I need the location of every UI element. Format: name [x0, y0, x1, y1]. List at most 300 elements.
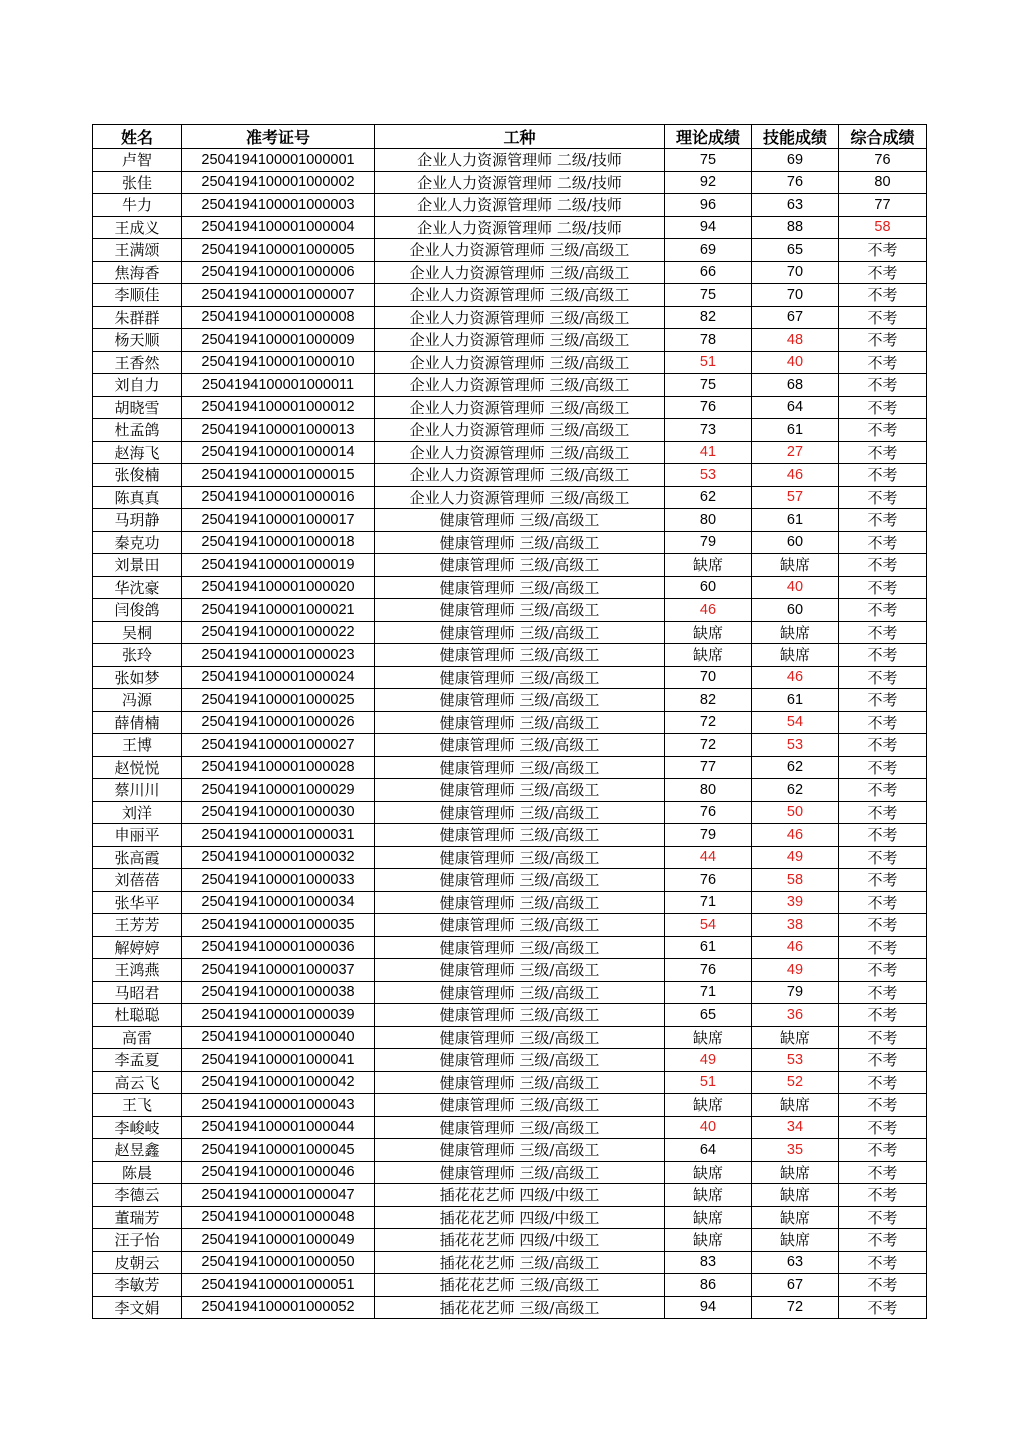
theory-score-cell: 缺席: [665, 1161, 752, 1184]
exam-id-cell: 2504194100001000014: [182, 441, 375, 464]
total-score-cell: 不考: [839, 846, 927, 869]
exam-id-cell: 2504194100001000046: [182, 1161, 375, 1184]
theory-score-cell: 92: [665, 171, 752, 194]
name-cell: 张高霞: [93, 846, 182, 869]
exam-id-cell: 2504194100001000051: [182, 1274, 375, 1297]
name-cell: 刘洋: [93, 801, 182, 824]
theory-score-cell: 71: [665, 891, 752, 914]
skill-score-cell: 46: [752, 464, 839, 487]
skill-score-cell: 64: [752, 396, 839, 419]
total-score-cell: 不考: [839, 869, 927, 892]
job-type-cell: 健康管理师 三级/高级工: [375, 621, 665, 644]
theory-score-cell: 96: [665, 194, 752, 217]
skill-score-cell: 38: [752, 914, 839, 937]
theory-score-cell: 65: [665, 1004, 752, 1027]
skill-score-cell: 79: [752, 981, 839, 1004]
job-type-cell: 插花花艺师 三级/高级工: [375, 1274, 665, 1297]
name-cell: 杨天顺: [93, 329, 182, 352]
table-row: [93, 1026, 927, 1049]
table-row: [93, 351, 927, 374]
exam-id-cell: 2504194100001000018: [182, 531, 375, 554]
total-score-cell: 不考: [839, 734, 927, 757]
skill-score-cell: 缺席: [752, 644, 839, 667]
exam-id-cell: 2504194100001000013: [182, 419, 375, 442]
table-row: [93, 846, 927, 869]
job-type-cell: 健康管理师 三级/高级工: [375, 1094, 665, 1117]
theory-score-cell: 54: [665, 914, 752, 937]
theory-score-cell: 94: [665, 1296, 752, 1319]
total-score-cell: 不考: [839, 441, 927, 464]
skill-score-cell: 缺席: [752, 1184, 839, 1207]
exam-id-cell: 2504194100001000030: [182, 801, 375, 824]
name-cell: 闫俊鸽: [93, 599, 182, 622]
skill-score-cell: 58: [752, 869, 839, 892]
skill-score-cell: 63: [752, 194, 839, 217]
total-score-cell: 80: [839, 171, 927, 194]
table-row: [93, 689, 927, 712]
table-row: [93, 711, 927, 734]
table-row: [93, 1184, 927, 1207]
name-cell: 高雷: [93, 1026, 182, 1049]
total-score-cell: 不考: [839, 486, 927, 509]
exam-id-cell: 2504194100001000027: [182, 734, 375, 757]
total-score-cell: 不考: [839, 576, 927, 599]
total-score-cell: 不考: [839, 1274, 927, 1297]
exam-id-cell: 2504194100001000050: [182, 1251, 375, 1274]
theory-score-cell: 70: [665, 666, 752, 689]
skill-score-cell: 缺席: [752, 554, 839, 577]
total-score-cell: 不考: [839, 554, 927, 577]
total-score-cell: 76: [839, 149, 927, 172]
exam-id-cell: 2504194100001000038: [182, 981, 375, 1004]
name-cell: 杜孟鸽: [93, 419, 182, 442]
total-score-cell: 不考: [839, 1139, 927, 1162]
name-cell: 牛力: [93, 194, 182, 217]
theory-score-cell: 缺席: [665, 1094, 752, 1117]
total-score-cell: 不考: [839, 1251, 927, 1274]
name-cell: 李敏芳: [93, 1274, 182, 1297]
theory-score-cell: 缺席: [665, 1026, 752, 1049]
total-score-cell: 不考: [839, 374, 927, 397]
name-cell: 李孟夏: [93, 1049, 182, 1072]
skill-score-cell: 61: [752, 419, 839, 442]
name-cell: 张俊楠: [93, 464, 182, 487]
exam-id-cell: 2504194100001000043: [182, 1094, 375, 1117]
theory-score-cell: 69: [665, 239, 752, 262]
exam-id-cell: 2504194100001000026: [182, 711, 375, 734]
table-row: [93, 284, 927, 307]
theory-score-cell: 75: [665, 149, 752, 172]
theory-score-cell: 71: [665, 981, 752, 1004]
job-type-cell: 企业人力资源管理师 三级/高级工: [375, 419, 665, 442]
table-row: [93, 756, 927, 779]
name-cell: 蔡川川: [93, 779, 182, 802]
table-row: [93, 576, 927, 599]
name-cell: 焦海香: [93, 261, 182, 284]
skill-score-cell: 40: [752, 576, 839, 599]
table-row: [93, 1116, 927, 1139]
table-row: [93, 981, 927, 1004]
name-cell: 李德云: [93, 1184, 182, 1207]
job-type-cell: 健康管理师 三级/高级工: [375, 1026, 665, 1049]
job-type-cell: 健康管理师 三级/高级工: [375, 689, 665, 712]
table-row: [93, 1004, 927, 1027]
total-score-cell: 不考: [839, 1296, 927, 1319]
total-score-cell: 不考: [839, 329, 927, 352]
job-type-cell: 企业人力资源管理师 三级/高级工: [375, 306, 665, 329]
job-type-cell: 健康管理师 三级/高级工: [375, 936, 665, 959]
exam-id-cell: 2504194100001000019: [182, 554, 375, 577]
theory-score-cell: 78: [665, 329, 752, 352]
job-type-cell: 健康管理师 三级/高级工: [375, 734, 665, 757]
table-row: [93, 1251, 927, 1274]
exam-id-cell: 2504194100001000048: [182, 1206, 375, 1229]
name-cell: 李文娟: [93, 1296, 182, 1319]
job-type-cell: 健康管理师 三级/高级工: [375, 1049, 665, 1072]
theory-score-cell: 40: [665, 1116, 752, 1139]
theory-score-cell: 49: [665, 1049, 752, 1072]
exam-id-cell: 2504194100001000044: [182, 1116, 375, 1139]
skill-score-cell: 60: [752, 531, 839, 554]
exam-id-cell: 2504194100001000016: [182, 486, 375, 509]
job-type-cell: 健康管理师 三级/高级工: [375, 644, 665, 667]
name-cell: 赵悦悦: [93, 756, 182, 779]
table-row: [93, 1094, 927, 1117]
total-score-cell: 不考: [839, 239, 927, 262]
skill-score-cell: 39: [752, 891, 839, 914]
theory-score-cell: 44: [665, 846, 752, 869]
table-row: [93, 801, 927, 824]
table-row: [93, 914, 927, 937]
job-type-cell: 健康管理师 三级/高级工: [375, 869, 665, 892]
total-score-cell: 不考: [839, 599, 927, 622]
table-row: [93, 621, 927, 644]
total-score-cell: 不考: [839, 936, 927, 959]
table-row: [93, 149, 927, 172]
table-row: [93, 1049, 927, 1072]
theory-score-cell: 77: [665, 756, 752, 779]
name-cell: 王成义: [93, 216, 182, 239]
header-exam-id: 准考证号: [182, 125, 375, 149]
table-row: [93, 194, 927, 217]
table-row: [93, 824, 927, 847]
table-row: [93, 1206, 927, 1229]
name-cell: 薛倩楠: [93, 711, 182, 734]
skill-score-cell: 61: [752, 689, 839, 712]
job-type-cell: 健康管理师 三级/高级工: [375, 599, 665, 622]
job-type-cell: 健康管理师 三级/高级工: [375, 959, 665, 982]
name-cell: 杜聪聪: [93, 1004, 182, 1027]
skill-score-cell: 62: [752, 756, 839, 779]
exam-id-cell: 2504194100001000035: [182, 914, 375, 937]
table-row: [93, 869, 927, 892]
skill-score-cell: 35: [752, 1139, 839, 1162]
table-row: [93, 1296, 927, 1319]
total-score-cell: 不考: [839, 756, 927, 779]
theory-score-cell: 41: [665, 441, 752, 464]
total-score-cell: 不考: [839, 644, 927, 667]
name-cell: 陈真真: [93, 486, 182, 509]
header-total-score: 综合成绩: [839, 125, 927, 149]
skill-score-cell: 70: [752, 284, 839, 307]
job-type-cell: 健康管理师 三级/高级工: [375, 711, 665, 734]
exam-id-cell: 2504194100001000004: [182, 216, 375, 239]
table-body: [93, 149, 927, 1319]
skill-score-cell: 57: [752, 486, 839, 509]
table-row: [93, 239, 927, 262]
exam-id-cell: 2504194100001000047: [182, 1184, 375, 1207]
exam-id-cell: 2504194100001000001: [182, 149, 375, 172]
total-score-cell: 不考: [839, 959, 927, 982]
skill-score-cell: 46: [752, 666, 839, 689]
theory-score-cell: 51: [665, 351, 752, 374]
job-type-cell: 健康管理师 三级/高级工: [375, 666, 665, 689]
exam-id-cell: 2504194100001000010: [182, 351, 375, 374]
theory-score-cell: 76: [665, 869, 752, 892]
total-score-cell: 不考: [839, 1206, 927, 1229]
total-score-cell: 不考: [839, 1184, 927, 1207]
job-type-cell: 健康管理师 三级/高级工: [375, 554, 665, 577]
name-cell: 汪子怡: [93, 1229, 182, 1252]
table-row: [93, 1139, 927, 1162]
name-cell: 张华平: [93, 891, 182, 914]
exam-id-cell: 2504194100001000020: [182, 576, 375, 599]
table-row: [93, 531, 927, 554]
skill-score-cell: 67: [752, 1274, 839, 1297]
skill-score-cell: 36: [752, 1004, 839, 1027]
total-score-cell: 不考: [839, 1071, 927, 1094]
total-score-cell: 不考: [839, 261, 927, 284]
theory-score-cell: 缺席: [665, 554, 752, 577]
skill-score-cell: 67: [752, 306, 839, 329]
skill-score-cell: 46: [752, 936, 839, 959]
name-cell: 高云飞: [93, 1071, 182, 1094]
exam-id-cell: 2504194100001000042: [182, 1071, 375, 1094]
job-type-cell: 健康管理师 三级/高级工: [375, 1004, 665, 1027]
header-theory-score: 理论成绩: [665, 125, 752, 149]
theory-score-cell: 82: [665, 306, 752, 329]
skill-score-cell: 缺席: [752, 1229, 839, 1252]
exam-id-cell: 2504194100001000015: [182, 464, 375, 487]
table-row: [93, 171, 927, 194]
total-score-cell: 不考: [839, 1229, 927, 1252]
skill-score-cell: 70: [752, 261, 839, 284]
theory-score-cell: 64: [665, 1139, 752, 1162]
table-row: [93, 1274, 927, 1297]
total-score-cell: 不考: [839, 306, 927, 329]
theory-score-cell: 66: [665, 261, 752, 284]
theory-score-cell: 80: [665, 779, 752, 802]
skill-score-cell: 49: [752, 846, 839, 869]
name-cell: 刘蓓蓓: [93, 869, 182, 892]
name-cell: 朱群群: [93, 306, 182, 329]
exam-id-cell: 2504194100001000049: [182, 1229, 375, 1252]
theory-score-cell: 缺席: [665, 1206, 752, 1229]
theory-score-cell: 缺席: [665, 644, 752, 667]
exam-id-cell: 2504194100001000028: [182, 756, 375, 779]
theory-score-cell: 缺席: [665, 1184, 752, 1207]
job-type-cell: 企业人力资源管理师 三级/高级工: [375, 486, 665, 509]
name-cell: 王鸿燕: [93, 959, 182, 982]
exam-id-cell: 2504194100001000023: [182, 644, 375, 667]
job-type-cell: 健康管理师 三级/高级工: [375, 531, 665, 554]
name-cell: 赵昱鑫: [93, 1139, 182, 1162]
theory-score-cell: 72: [665, 734, 752, 757]
table-row: [93, 1071, 927, 1094]
exam-id-cell: 2504194100001000012: [182, 396, 375, 419]
exam-id-cell: 2504194100001000008: [182, 306, 375, 329]
skill-score-cell: 54: [752, 711, 839, 734]
total-score-cell: 不考: [839, 801, 927, 824]
job-type-cell: 插花花艺师 四级/中级工: [375, 1206, 665, 1229]
job-type-cell: 健康管理师 三级/高级工: [375, 756, 665, 779]
skill-score-cell: 60: [752, 599, 839, 622]
skill-score-cell: 缺席: [752, 1094, 839, 1117]
table-row: [93, 306, 927, 329]
table-row: [93, 261, 927, 284]
total-score-cell: 不考: [839, 396, 927, 419]
total-score-cell: 不考: [839, 666, 927, 689]
job-type-cell: 健康管理师 三级/高级工: [375, 509, 665, 532]
table-row: [93, 554, 927, 577]
name-cell: 董瑞芳: [93, 1206, 182, 1229]
exam-id-cell: 2504194100001000025: [182, 689, 375, 712]
name-cell: 秦克功: [93, 531, 182, 554]
theory-score-cell: 79: [665, 824, 752, 847]
total-score-cell: 不考: [839, 1049, 927, 1072]
job-type-cell: 健康管理师 三级/高级工: [375, 1161, 665, 1184]
job-type-cell: 企业人力资源管理师 二级/技师: [375, 216, 665, 239]
name-cell: 王香然: [93, 351, 182, 374]
name-cell: 王芳芳: [93, 914, 182, 937]
skill-score-cell: 63: [752, 1251, 839, 1274]
theory-score-cell: 60: [665, 576, 752, 599]
table-row: [93, 779, 927, 802]
job-type-cell: 企业人力资源管理师 三级/高级工: [375, 284, 665, 307]
job-type-cell: 健康管理师 三级/高级工: [375, 914, 665, 937]
total-score-cell: 不考: [839, 284, 927, 307]
name-cell: 冯源: [93, 689, 182, 712]
total-score-cell: 不考: [839, 1026, 927, 1049]
exam-id-cell: 2504194100001000005: [182, 239, 375, 262]
skill-score-cell: 76: [752, 171, 839, 194]
table-row: [93, 396, 927, 419]
skill-score-cell: 34: [752, 1116, 839, 1139]
theory-score-cell: 51: [665, 1071, 752, 1094]
job-type-cell: 健康管理师 三级/高级工: [375, 1071, 665, 1094]
job-type-cell: 健康管理师 三级/高级工: [375, 824, 665, 847]
exam-id-cell: 2504194100001000045: [182, 1139, 375, 1162]
total-score-cell: 58: [839, 216, 927, 239]
job-type-cell: 健康管理师 三级/高级工: [375, 891, 665, 914]
header-job-type: 工种: [375, 125, 665, 149]
table-row: [93, 329, 927, 352]
name-cell: 王满颂: [93, 239, 182, 262]
skill-score-cell: 52: [752, 1071, 839, 1094]
table-row: [93, 599, 927, 622]
exam-id-cell: 2504194100001000037: [182, 959, 375, 982]
skill-score-cell: 50: [752, 801, 839, 824]
skill-score-cell: 65: [752, 239, 839, 262]
name-cell: 解婷婷: [93, 936, 182, 959]
exam-id-cell: 2504194100001000009: [182, 329, 375, 352]
skill-score-cell: 53: [752, 734, 839, 757]
total-score-cell: 不考: [839, 621, 927, 644]
theory-score-cell: 76: [665, 801, 752, 824]
job-type-cell: 企业人力资源管理师 三级/高级工: [375, 396, 665, 419]
name-cell: 赵海飞: [93, 441, 182, 464]
exam-id-cell: 2504194100001000007: [182, 284, 375, 307]
exam-id-cell: 2504194100001000039: [182, 1004, 375, 1027]
total-score-cell: 不考: [839, 509, 927, 532]
skill-score-cell: 72: [752, 1296, 839, 1319]
job-type-cell: 插花花艺师 四级/中级工: [375, 1229, 665, 1252]
total-score-cell: 不考: [839, 419, 927, 442]
name-cell: 胡晓雪: [93, 396, 182, 419]
name-cell: 华沈豪: [93, 576, 182, 599]
name-cell: 马昭君: [93, 981, 182, 1004]
exam-id-cell: 2504194100001000011: [182, 374, 375, 397]
header-name: 姓名: [93, 125, 182, 149]
skill-score-cell: 缺席: [752, 621, 839, 644]
skill-score-cell: 缺席: [752, 1161, 839, 1184]
total-score-cell: 不考: [839, 1116, 927, 1139]
table-row: [93, 644, 927, 667]
name-cell: 马玥静: [93, 509, 182, 532]
job-type-cell: 企业人力资源管理师 二级/技师: [375, 171, 665, 194]
table-row: [93, 374, 927, 397]
name-cell: 陈晨: [93, 1161, 182, 1184]
table-row: [93, 959, 927, 982]
job-type-cell: 健康管理师 三级/高级工: [375, 1116, 665, 1139]
skill-score-cell: 69: [752, 149, 839, 172]
exam-id-cell: 2504194100001000033: [182, 869, 375, 892]
table-row: [93, 1229, 927, 1252]
exam-id-cell: 2504194100001000040: [182, 1026, 375, 1049]
name-cell: 张如梦: [93, 666, 182, 689]
skill-score-cell: 46: [752, 824, 839, 847]
exam-id-cell: 2504194100001000036: [182, 936, 375, 959]
theory-score-cell: 75: [665, 374, 752, 397]
table-row: [93, 216, 927, 239]
skill-score-cell: 缺席: [752, 1026, 839, 1049]
name-cell: 刘景田: [93, 554, 182, 577]
exam-id-cell: 2504194100001000002: [182, 171, 375, 194]
table-row: [93, 1161, 927, 1184]
job-type-cell: 企业人力资源管理师 二级/技师: [375, 149, 665, 172]
exam-id-cell: 2504194100001000022: [182, 621, 375, 644]
job-type-cell: 企业人力资源管理师 三级/高级工: [375, 351, 665, 374]
header-row: [93, 125, 927, 149]
table-row: [93, 464, 927, 487]
table-row: [93, 419, 927, 442]
theory-score-cell: 61: [665, 936, 752, 959]
total-score-cell: 不考: [839, 824, 927, 847]
total-score-cell: 不考: [839, 689, 927, 712]
exam-id-cell: 2504194100001000041: [182, 1049, 375, 1072]
exam-id-cell: 2504194100001000021: [182, 599, 375, 622]
table-row: [93, 509, 927, 532]
name-cell: 李峻岐: [93, 1116, 182, 1139]
theory-score-cell: 72: [665, 711, 752, 734]
job-type-cell: 健康管理师 三级/高级工: [375, 576, 665, 599]
theory-score-cell: 76: [665, 959, 752, 982]
exam-id-cell: 2504194100001000024: [182, 666, 375, 689]
table-row: [93, 734, 927, 757]
theory-score-cell: 缺席: [665, 621, 752, 644]
name-cell: 张佳: [93, 171, 182, 194]
exam-id-cell: 2504194100001000052: [182, 1296, 375, 1319]
